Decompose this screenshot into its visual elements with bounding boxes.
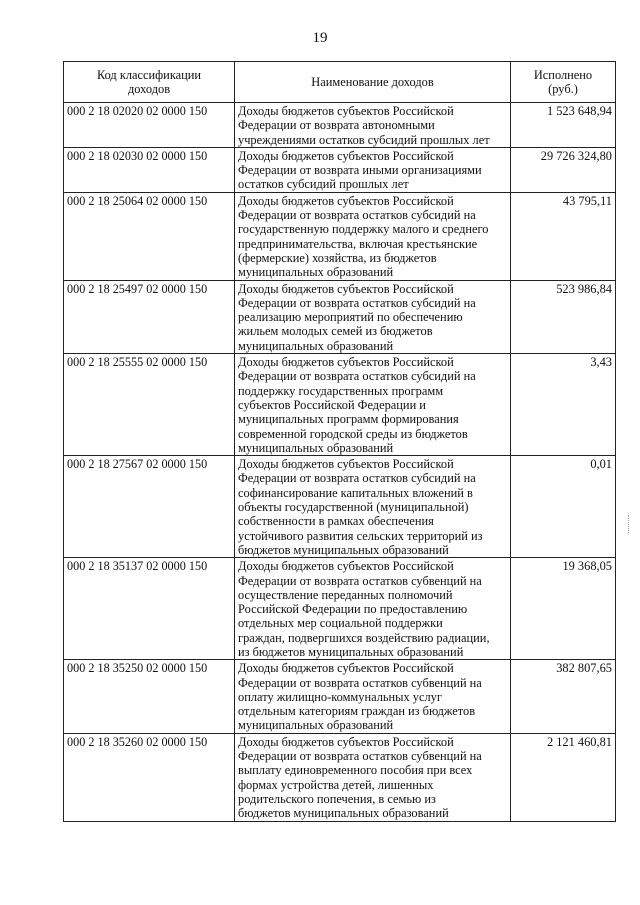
text-line: Доходы бюджетов субъектов Российской: [238, 355, 454, 370]
text-line: осуществление переданных полномочий: [238, 587, 453, 602]
header-amount: [511, 62, 616, 103]
text-line: отдельных мер социальной поддержки: [238, 616, 443, 631]
text-line: собственности в рамках обеспечения: [238, 514, 434, 529]
revenue-name: [235, 147, 511, 192]
table-header-row: [64, 62, 616, 103]
header-name: [235, 62, 511, 103]
revenue-name: [235, 558, 511, 660]
revenue-name: [235, 354, 511, 456]
table-body: [64, 103, 616, 822]
table-row: [64, 147, 616, 192]
revenue-name: [235, 733, 511, 821]
text-line: государственную поддержку малого и среднего: [238, 222, 489, 237]
text-line: (фермерские) хозяйства, из бюджетов: [238, 250, 437, 265]
table-row: [64, 558, 616, 660]
table-row: [64, 280, 616, 353]
text-line: выплату единовременного пособия при всех: [238, 763, 473, 778]
revenue-code: 000 2 18 25497 02 0000 150: [64, 280, 235, 353]
table-row: [64, 456, 616, 558]
revenue-name: [235, 103, 511, 148]
text-line: бюджетов муниципальных образований: [238, 806, 449, 821]
text-line: формах устройства детей, лишенных: [238, 777, 434, 792]
revenue-code: 000 2 18 27567 02 0000 150: [64, 456, 235, 558]
text-line: Федерации от возврата остатков субвенций на: [238, 749, 482, 764]
text-line: реализацию мероприятий по обеспечению: [238, 310, 463, 325]
revenue-amount: 43 795,11: [511, 192, 616, 280]
table-row: [64, 660, 616, 733]
text-line: Наименование доходов: [311, 74, 434, 89]
text-line: Доходы бюджетов субъектов Российской: [238, 104, 454, 118]
text-line: Доходы бюджетов субъектов Российской: [238, 734, 454, 749]
text-line: предпринимательства, включая крестьянские: [238, 236, 478, 251]
revenue-code: 000 2 18 35260 02 0000 150: [64, 733, 235, 821]
header-code: [64, 62, 235, 103]
text-line: учреждениями остатков субсидий прошлых лет: [238, 132, 490, 147]
revenue-code: 000 2 18 35250 02 0000 150: [64, 660, 235, 733]
text-line: софинансирование капитальных вложений в: [238, 485, 473, 500]
revenue-name: [235, 660, 511, 733]
text-line: Федерации от возврата остатков субвенций на: [238, 573, 482, 588]
text-line: объекты государственной (муниципальной): [238, 500, 469, 515]
page-number: 19: [312, 30, 328, 46]
revenue-code: 000 2 18 02020 02 0000 150: [64, 103, 235, 148]
revenue-code: 000 2 18 35137 02 0000 150: [64, 558, 235, 660]
text-line: Федерации от возврата остатков субсидий на: [238, 208, 476, 223]
revenue-amount: 3,43: [511, 354, 616, 456]
text-line: устойчивого развития сельских территорий из: [238, 528, 483, 543]
table-row: [64, 354, 616, 456]
text-line: Доходы бюджетов субъектов Российской: [238, 559, 454, 574]
table-row: [64, 192, 616, 280]
text-line: доходов: [127, 82, 171, 96]
scan-margin-mark: [628, 515, 631, 533]
text-line: Федерации от возврата остатков субвенций на: [238, 675, 482, 690]
text-line: Федерации от возврата иными организациями: [238, 163, 482, 178]
revenue-amount: 0,01: [511, 456, 616, 558]
table-row: [64, 733, 616, 821]
text-line: бюджетов муниципальных образований: [238, 542, 449, 557]
text-line: Федерации от возврата автономными: [238, 118, 435, 133]
text-line: оплату жилищно-коммунальных услуг: [238, 689, 442, 704]
revenue-table: [63, 61, 616, 822]
text-line: Федерации от возврата остатков субсидий на: [238, 471, 476, 486]
revenue-amount: 29 726 324,80: [511, 147, 616, 192]
text-line: Доходы бюджетов субъектов Российской: [238, 661, 454, 676]
text-line: Российской Федерации по предоставлению: [238, 602, 468, 617]
text-line: Исполнено: [533, 67, 593, 82]
revenue-code: 000 2 18 25064 02 0000 150: [64, 192, 235, 280]
text-line: Код классификации: [96, 67, 202, 82]
revenue-amount: 19 368,05: [511, 558, 616, 660]
text-line: современной городской среды из бюджетов: [238, 426, 468, 441]
text-line: родительского попечения, в семью из: [238, 791, 436, 806]
text-line: муниципальных образований: [238, 338, 394, 353]
text-line: из бюджетов муниципальных образований: [238, 644, 464, 659]
revenue-name: [235, 456, 511, 558]
revenue-name: [235, 192, 511, 280]
text-line: Федерации от возврата остатков субсидий на: [238, 369, 476, 384]
revenue-code: 000 2 18 25555 02 0000 150: [64, 354, 235, 456]
text-line: (руб.): [548, 82, 578, 96]
text-line: Федерации от возврата остатков субсидий на: [238, 295, 476, 310]
text-line: остатков субсидий прошлых лет: [238, 177, 409, 192]
text-line: отдельным категориям граждан из бюджетов: [238, 704, 476, 719]
text-line: муниципальных образований: [238, 440, 394, 455]
text-line: Доходы бюджетов субъектов Российской: [238, 281, 454, 296]
revenue-amount: 382 807,65: [511, 660, 616, 733]
text-line: Доходы бюджетов субъектов Российской: [238, 457, 454, 472]
revenue-name: [235, 280, 511, 353]
text-line: Доходы бюджетов субъектов Российской: [238, 148, 454, 163]
text-line: граждан, подвергшихся воздействию радиации,: [238, 630, 490, 645]
revenue-amount: 523 986,84: [511, 280, 616, 353]
text-line: поддержку государственных программ: [238, 383, 444, 398]
table-row: [64, 103, 616, 148]
text-line: муниципальных образований: [238, 265, 394, 280]
revenue-code: 000 2 18 02030 02 0000 150: [64, 147, 235, 192]
text-line: субъектов Российской Федерации и: [238, 397, 426, 412]
text-line: жильем молодых семей из бюджетов: [238, 324, 433, 339]
text-line: муниципальных программ формирования: [238, 412, 459, 427]
revenue-amount: 2 121 460,81: [511, 733, 616, 821]
revenue-amount: 1 523 648,94: [511, 103, 616, 148]
text-line: муниципальных образований: [238, 718, 394, 733]
text-line: Доходы бюджетов субъектов Российской: [238, 193, 454, 208]
